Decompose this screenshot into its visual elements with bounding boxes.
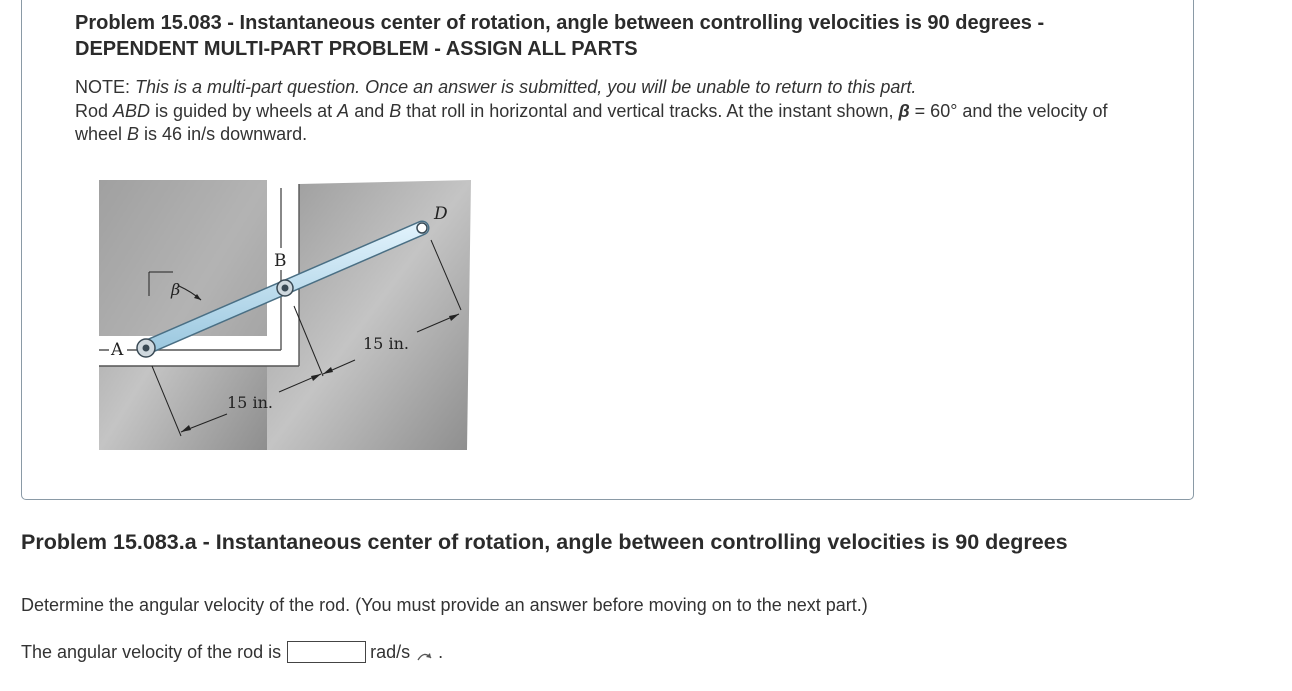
statement-point-b: B [127,124,140,144]
label-b: B [274,251,287,271]
note-label: NOTE: [75,77,136,97]
statement-text: = 60° and the velocity of wheel [75,100,1108,144]
label-d: D [434,204,448,224]
sentence-period: . [438,642,444,662]
label-beta: β [171,280,181,299]
part-instruction: Determine the angular velocity of the rod. (You must provide an answer before moving on to the next part.) [21,595,868,615]
pin-d [417,223,427,233]
problem-figure [97,178,473,452]
statement-point-a: A [337,100,350,121]
label-a: A [111,340,124,360]
statement-beta: β [898,100,910,121]
statement-text: Rod [75,100,114,121]
problem-title: Problem 15.083 - Instantaneous center of rotation, angle between controlling velocities is 90 degrees - DEPENDENT MULTI-PART PROBLEM - ASSIGN ALL PARTS [75,12,1045,60]
answer-row [21,639,443,665]
statement-text: and [349,100,390,121]
statement-rod: ABD [113,100,151,121]
angular-velocity-input[interactable] [287,641,366,663]
dimension-ab: 15 in. [227,393,273,412]
statement-point-b: B [389,100,402,121]
clockwise-arrow-icon [416,645,436,659]
dimension-bd: 15 in. [363,334,409,353]
statement-text: is guided by wheels at [150,100,338,121]
problem-note [75,76,1155,147]
part-title: Problem 15.083.a - Instantaneous center of rotation, angle between controlling velocities is 90 degrees [21,530,1068,554]
answer-label: The angular velocity of the rod is [21,642,282,662]
problem-statement [75,100,1155,147]
note-line [75,76,1155,100]
unit-label: rad/s [370,642,411,662]
horizontal-track [97,336,299,366]
note-text: This is a multi-part question. Once an answer is submitted, you will be unable to return to this part. [135,77,917,97]
statement-text: is 46 in/s downward. [139,124,308,144]
statement-text: that roll in horizontal and vertical tracks. At the instant shown, [401,100,899,121]
